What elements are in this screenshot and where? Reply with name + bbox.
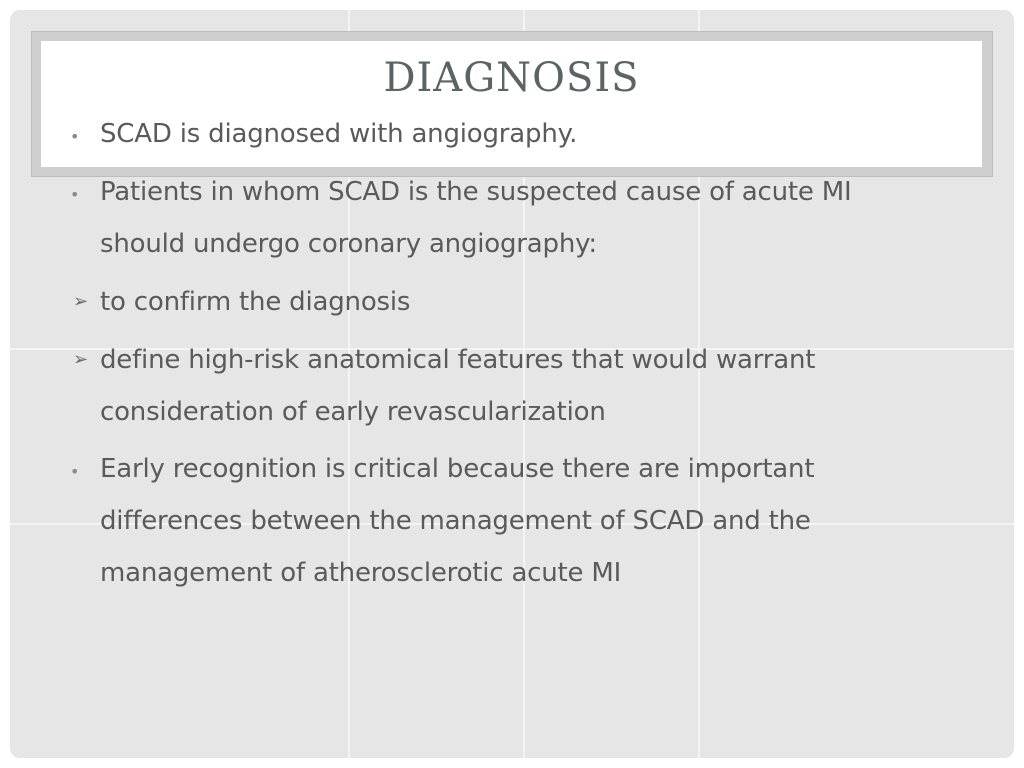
bullet-text: Patients in whom SCAD is the suspected cause of acute MI — [100, 177, 852, 207]
slide — [10, 10, 1014, 758]
bullet-dot-icon: • — [70, 185, 80, 204]
bullet-text: define high-risk anatomical features that would warrant — [100, 345, 816, 375]
bullet-text: consideration of early revascularization — [100, 397, 606, 427]
bullet-text: Early recognition is critical because there are important — [100, 454, 815, 484]
bullet-text: differences between the management of SCAD and the — [100, 506, 811, 536]
slide-body — [10, 10, 1014, 758]
slide-title: DIAGNOSIS — [383, 55, 640, 101]
arrow-bullet-icon: ➢ — [73, 291, 89, 312]
arrow-bullet-icon: ➢ — [73, 349, 89, 370]
bullet-dot-icon: • — [70, 127, 80, 146]
bullet-text: management of atherosclerotic acute MI — [100, 558, 622, 588]
bullet-text: SCAD is diagnosed with angiography. — [100, 119, 578, 149]
bullet-text: should undergo coronary angiography: — [100, 229, 597, 259]
bullet-dot-icon: • — [70, 462, 80, 481]
bullet-text: to confirm the diagnosis — [100, 287, 411, 317]
